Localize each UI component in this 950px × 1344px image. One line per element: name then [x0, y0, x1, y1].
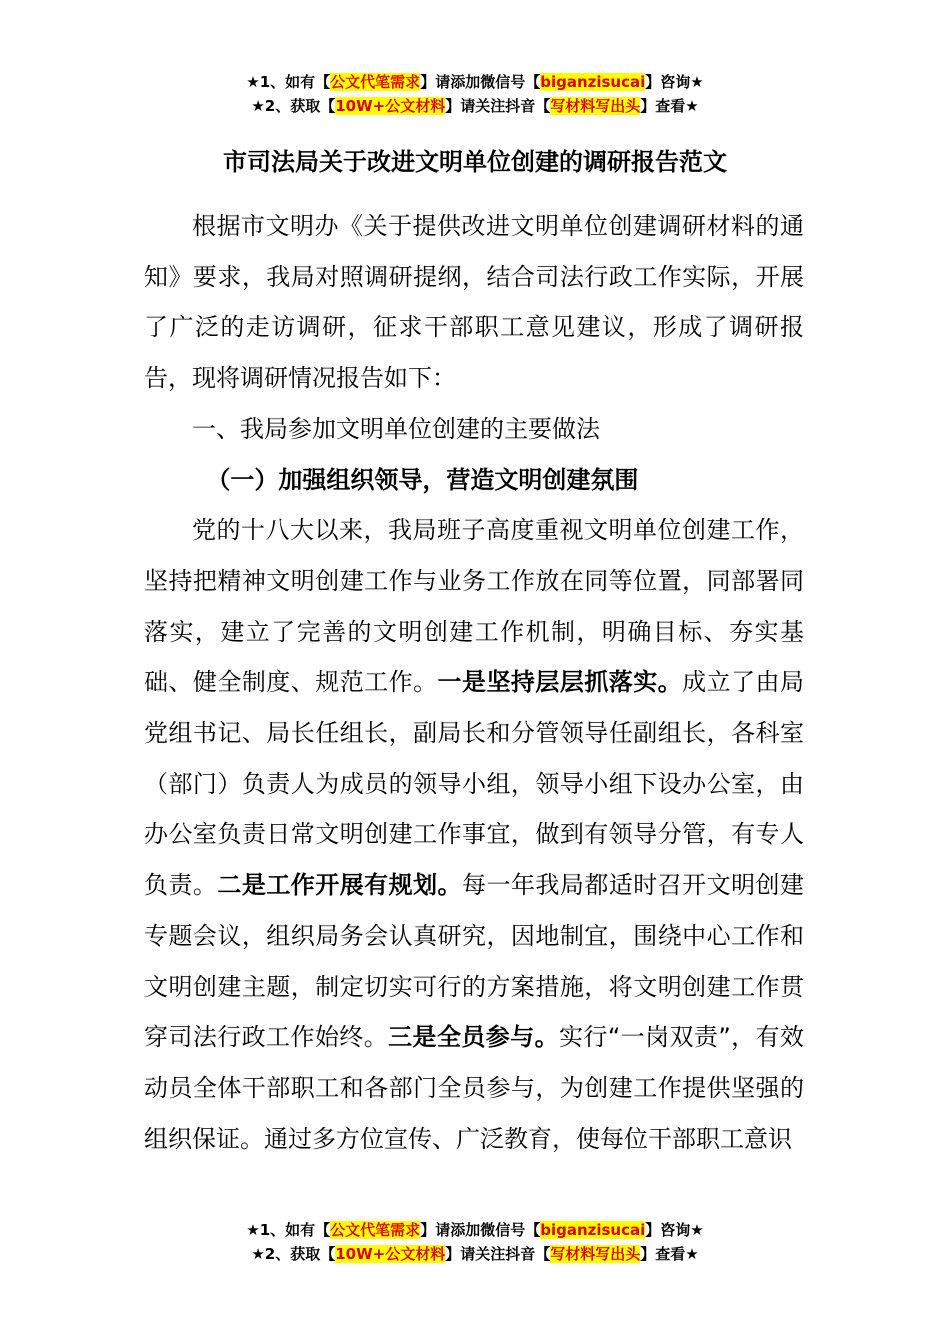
document-title: 市司法局关于改进文明单位创建的调研报告范文 — [223, 148, 727, 176]
banner-text: 】查看★ — [640, 1245, 699, 1263]
banner-text: ★1、如有【 — [246, 1221, 331, 1239]
body-bold-point-1: 一是坚持层层抓落实。 — [437, 668, 683, 697]
subsection-heading-1: （一）加强组织领导，营造文明创建氛围 — [206, 465, 639, 494]
bottom-banner — [0, 1218, 950, 1266]
banner-text: ★1、如有【 — [246, 73, 331, 91]
banner-text: 】请关注抖音【 — [445, 97, 551, 115]
body-text: 每一年我局都适时召开文明创建专题会议，组织局务会认真研究，因地制宜，围绕中心工作和文明创建主题，制定切实可行的方案措施，将文明创建工作贯穿司法行政工作始终。 — [144, 871, 805, 1052]
banner-text: ★2、获取【 — [251, 1245, 336, 1263]
section-heading-1: 一、我局参加文明单位创建的主要做法 — [192, 414, 600, 443]
banner-text: ★2、获取【 — [251, 97, 336, 115]
banner-highlight-douyin: 写材料写出头 — [550, 97, 641, 115]
banner-highlight: 公文代笔需求 — [330, 1221, 421, 1239]
intro-paragraph: 根据市文明办《关于提供改进文明单位创建调研材料的通知》要求，我局对照调研提纲，结合司法行政工作实际，开展了广泛的走访调研，征求干部职工意见建议，形成了调研报告，现将调研情况报告如下： — [144, 212, 804, 393]
body-bold-point-2: 二是工作开展有规划。 — [217, 871, 463, 900]
body-text: 实行“一岗双责”，有效动员全体干部职工和各部门全员参与，为创建工作提供坚强的组织保证。通过多方位宣传、广泛教育，使每位干部职工意识 — [144, 1023, 805, 1153]
banner-highlight-wechat: biganzisucai — [540, 73, 646, 91]
document-body — [144, 201, 804, 1164]
body-text: 党的十八大以来，我局班子高度重视文明单位创建工作，坚持把精神文明创建工作与业务工作放在同等位置，同部署同落实，建立了完善的文明创建工作机制，明确目标、夯实基础、健全制度、规范工作。 — [144, 516, 804, 697]
banner-text: 】请添加微信号【 — [420, 1221, 541, 1239]
banner-line-1 — [0, 70, 950, 94]
banner-text: 】请关注抖音【 — [445, 1245, 551, 1263]
banner-line-2 — [0, 94, 950, 118]
banner-highlight: 公文代笔需求 — [330, 73, 421, 91]
banner-highlight: 10W+公文材料 — [335, 1245, 446, 1263]
banner-highlight: 10W+公文材料 — [335, 97, 446, 115]
banner-text: 】咨询★ — [645, 73, 704, 91]
banner-text: 】查看★ — [640, 97, 699, 115]
body-paragraph — [144, 505, 804, 1164]
banner-line-1 — [0, 1218, 950, 1242]
body-text: 成立了由局党组书记、局长任组长，副局长和分管领导任副组长，各科室（部门）负责人为成员的领导小组，领导小组下设办公室，由办公室负责日常文明创建工作事宜，做到有领导分管，有专人负责。 — [144, 668, 805, 900]
banner-line-2 — [0, 1242, 950, 1266]
banner-highlight-douyin: 写材料写出头 — [550, 1245, 641, 1263]
banner-highlight-wechat: biganzisucai — [540, 1221, 646, 1239]
body-bold-point-3: 三是全员参与。 — [388, 1023, 560, 1052]
top-banner — [0, 70, 950, 118]
banner-text: 】咨询★ — [645, 1221, 704, 1239]
banner-text: 】请添加微信号【 — [420, 73, 541, 91]
